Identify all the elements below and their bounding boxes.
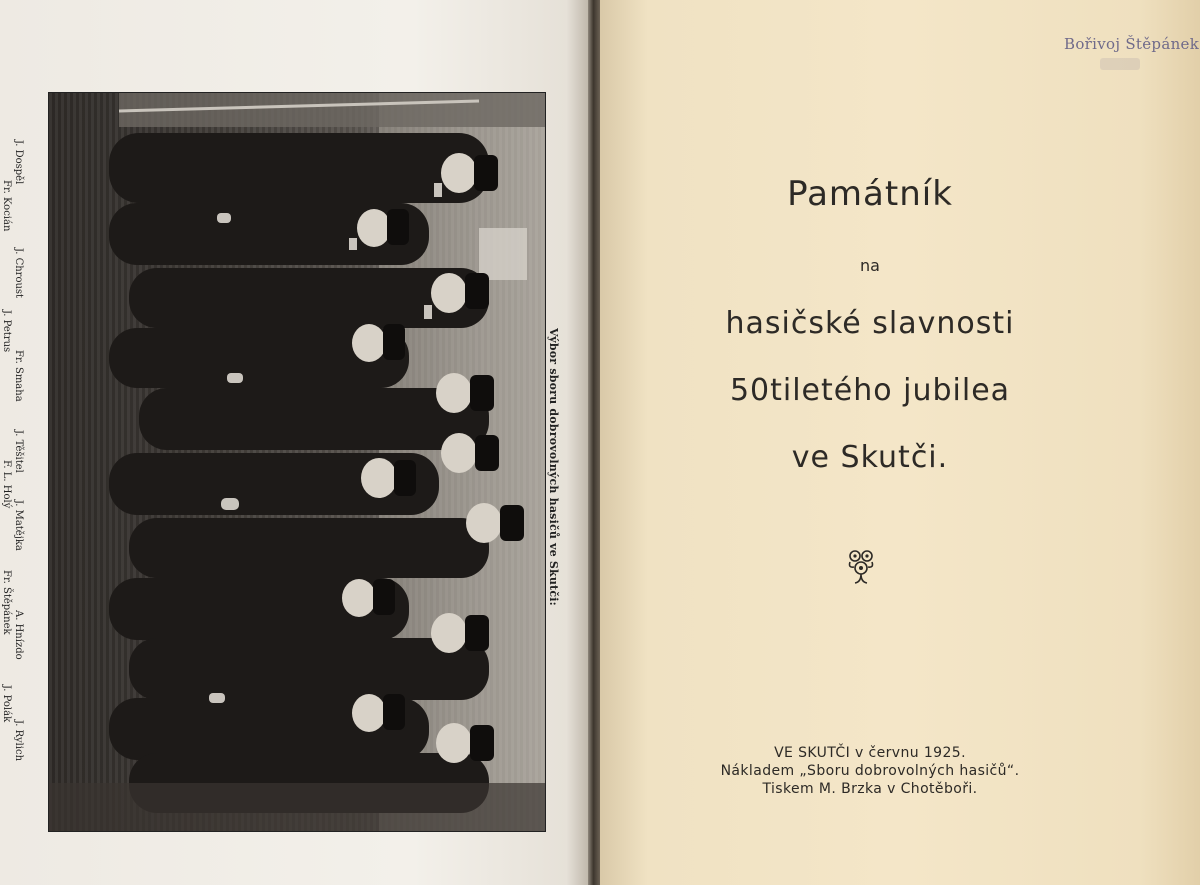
name-label: F. L. Holý xyxy=(1,460,12,509)
group-photograph xyxy=(48,92,546,832)
title-line-3: ve Skutči. xyxy=(791,440,949,475)
photo-caption: Výbor sboru dobrovolných hasičů ve Skutči: xyxy=(547,328,560,606)
name-label: J. Polák xyxy=(1,685,12,723)
name-label: J. Dospěl xyxy=(13,140,24,185)
imprint-printer: Tiskem M. Brzka v Chotěboři. xyxy=(762,781,978,797)
name-label: A. Hnízdo xyxy=(13,610,24,660)
name-label: J. Těšitel xyxy=(13,430,24,473)
name-label: J. Matějka xyxy=(13,500,24,551)
imprint-place-date: VE SKUTČI v červnu 1925. xyxy=(774,745,966,761)
floral-ornament-icon xyxy=(847,548,875,586)
left-page xyxy=(0,0,590,885)
right-page xyxy=(600,0,1200,885)
name-label: Fr. Smaha xyxy=(13,350,24,402)
photo-figures xyxy=(49,93,545,831)
book-gutter xyxy=(588,0,600,885)
name-label: Fr. Štěpánek xyxy=(1,570,12,635)
owner-stamp: Bořivoj Štěpánek xyxy=(1064,35,1200,53)
name-label: J. Petrus xyxy=(1,310,12,353)
names-column-2 xyxy=(1,140,30,780)
name-label: J. Rylich xyxy=(13,720,24,762)
name-label: Fr. Kocián xyxy=(1,180,12,232)
title-connector: na xyxy=(860,256,880,275)
imprint-publisher: Nákladem „Sboru dobrovolných hasičů“. xyxy=(720,763,1020,779)
stamp-smudge xyxy=(1100,58,1140,70)
title-line-1: hasičské slavnosti xyxy=(725,306,1015,341)
name-label: J. Chroust xyxy=(13,248,24,299)
book-title: Památník xyxy=(787,174,953,214)
title-line-2: 50tiletého jubilea xyxy=(729,373,1011,408)
